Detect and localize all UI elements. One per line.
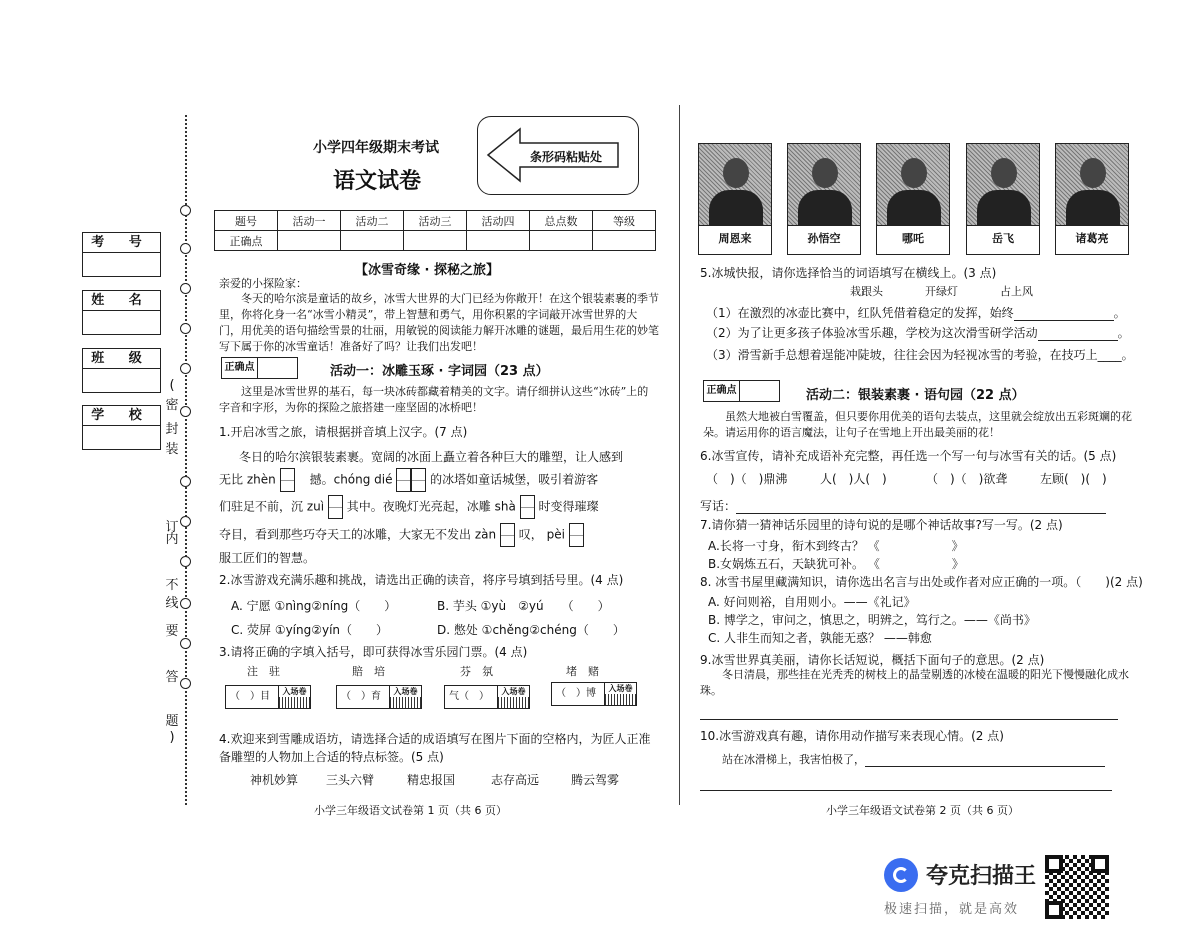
binding-char: 要 <box>165 624 179 639</box>
q9-title: 9.冰雪世界真美丽，请你长话短说，概括下面句子的意思。(2 点) <box>700 653 1045 667</box>
q1-line: 无比 zhèn 撼。chóng dié 的冰塔如童话城堡，吸引着游客 <box>219 468 664 492</box>
q1-title: 1.开启冰雪之旅，请根据拼音填上汉字。(7 点) <box>219 425 468 439</box>
page-divider <box>679 105 680 805</box>
score-cell[interactable] <box>278 231 341 251</box>
q7-title: 7.请你猜一猜神话乐园里的诗句说的是哪个神话故事?写一写。(2 点) <box>700 518 1063 532</box>
binding-hole <box>180 243 191 254</box>
barcode-area <box>477 116 639 195</box>
portrait-image <box>967 144 1039 226</box>
q1-line: 们驻足不前，沉 zuì 其中。夜晚灯光亮起，冰雕 shà 时变得璀璨 <box>219 495 598 519</box>
q6-write: 写话： <box>700 497 1106 514</box>
binding-char: 题 <box>165 714 179 729</box>
q8-option: B. 博学之，审问之，慎思之，明辨之，笃行之。——《尚书》 <box>708 613 1036 627</box>
binding-char: 线 <box>165 596 179 611</box>
score-cell[interactable] <box>530 231 593 251</box>
binding-char: 答 <box>165 670 179 685</box>
q2-option[interactable]: C. 荧屏 ①yíng②yín（ ） <box>231 623 389 637</box>
answer-line[interactable] <box>865 766 1105 767</box>
score-header: 题号 <box>215 211 278 231</box>
portrait-card: 诸葛亮 <box>1055 143 1129 255</box>
theme-title: 【冰雪奇缘 · 探秘之旅】 <box>355 263 499 278</box>
binding-hole <box>180 323 191 334</box>
score-cell[interactable] <box>341 231 404 251</box>
q7-a: A.长将一寸身，衔木到终古？ 《 》 <box>708 539 964 553</box>
grade-title: 小学四年级期末考试 <box>313 140 439 156</box>
portrait-image <box>877 144 949 226</box>
q5-option: 占上风 <box>1000 285 1033 298</box>
page-footer: 小学三年级语文试卷第 1 页（共 6 页） <box>314 804 507 817</box>
q3-word: 注 驻 <box>247 665 280 678</box>
idiom: 三头六臂 <box>326 773 375 787</box>
q9-text: 冬日清晨，那些挂在光秃秃的树枝上的晶莹剔透的冰棱在温暖的阳光下慢慢融化成水珠。 <box>700 668 1129 697</box>
page-footer: 小学三年级语文试卷第 2 页（共 6 页） <box>826 804 1019 817</box>
q5-title: 5.冰城快报，请你选择恰当的词语填写在横线上。(3 点) <box>700 266 997 280</box>
scanner-brand: 夸克扫描王 <box>926 864 1037 889</box>
idiom: 神机妙算 <box>250 773 299 787</box>
binding-char: 不 <box>165 578 179 593</box>
qr-code <box>1045 855 1109 919</box>
portrait-card: 岳飞 <box>966 143 1040 255</box>
ticket[interactable]: （ ）育 入场卷 <box>336 685 422 709</box>
q1-line: 服工匠们的智慧。 <box>219 551 316 565</box>
q6-item[interactable]: （ )（ )欲聋 <box>926 472 1008 486</box>
portrait-card: 孙悟空 <box>787 143 861 255</box>
q3-word: 賠 培 <box>352 665 385 678</box>
answer-line[interactable] <box>736 513 1106 514</box>
act2-title: 活动二：银装素裹 · 语句园（22 点） <box>806 388 1025 403</box>
scanner-logo <box>884 858 918 892</box>
act1-title: 活动一：冰雕玉琢 · 字词园（23 点） <box>330 364 549 379</box>
portrait-card: 哪吒 <box>876 143 950 255</box>
school-field[interactable]: 学 校 <box>82 405 161 450</box>
q2-title: 2.冰雪游戏充满乐趣和挑战，请选出正确的读音，将序号填到括号里。(4 点) <box>219 573 624 587</box>
answer-box[interactable] <box>280 468 295 492</box>
score-cell[interactable] <box>467 231 530 251</box>
q5-sentence: （1）在激烈的冰壶比赛中，红队凭借着稳定的发挥，始终 。 <box>706 306 1126 320</box>
answer-line[interactable] <box>1038 340 1118 341</box>
binding-hole <box>180 556 191 567</box>
answer-line[interactable] <box>700 790 1112 791</box>
score-header: 等级 <box>593 211 656 231</box>
scanner-slogan: 极速扫描，就是高效 <box>884 902 1020 917</box>
portrait-card: 周恩来 <box>698 143 772 255</box>
q8-option: C. 人非生而知之者，孰能无惑？ ——韩愈 <box>708 631 932 645</box>
q3-title: 3.请将正确的字填入括号，即可获得冰雪乐园门票。(4 点) <box>219 645 528 659</box>
answer-box[interactable] <box>569 523 584 547</box>
binding-char: 装 <box>165 442 179 457</box>
binding-hole <box>180 476 191 487</box>
score-header: 活动四 <box>467 211 530 231</box>
score-header: 活动一 <box>278 211 341 231</box>
binding-line <box>185 115 187 805</box>
name-field[interactable]: 姓 名 <box>82 290 161 335</box>
answer-box[interactable] <box>520 495 535 519</box>
score-header: 活动二 <box>341 211 404 231</box>
score-cell[interactable] <box>404 231 467 251</box>
ticket[interactable]: 气（ ） 入场卷 <box>444 685 530 709</box>
q7-b: B.女娲炼五石，天缺犹可补。 《 》 <box>708 557 964 571</box>
q5-option: 栽跟头 <box>850 285 883 298</box>
binding-char: 内 <box>165 532 179 547</box>
barcode-label: 条形码粘贴处 <box>530 150 603 164</box>
act2-intro: 虽然大地被白雪覆盖，但只要你用优美的语句去装点，这里就会绽放出五彩斑斓的花朵。请运用你的语言魔法，让句子在雪地上开出最美丽的花！ <box>703 410 1132 439</box>
score-cell[interactable] <box>593 231 656 251</box>
q2-option[interactable]: B. 芋头 ①yù ②yú （ ） <box>437 599 610 613</box>
ticket[interactable]: （ ）目 入场卷 <box>225 685 311 709</box>
act1-score-box[interactable]: 正确点 <box>221 357 298 379</box>
q8-title: 8. 冰雪书屋里藏满知识，请你选出名言与出处或作者对应正确的一项。（ )(2 点) <box>700 575 1143 589</box>
act2-score-box[interactable]: 正确点 <box>703 380 780 402</box>
act1-intro: 这里是冰雪世界的基石，每一块冰砖都藏着精美的文字。请仔细拼认这些“冰砖”上的字音和字形，为你的探险之旅搭建一座坚固的冰桥吧！ <box>219 385 649 414</box>
binding-hole <box>180 598 191 609</box>
binding-char: ( <box>169 378 175 393</box>
binding-hole <box>180 678 191 689</box>
binding-hole <box>180 283 191 294</box>
answer-box[interactable] <box>328 495 343 519</box>
answer-box[interactable] <box>411 468 426 492</box>
score-header: 总点数 <box>530 211 593 231</box>
portrait-image <box>699 144 771 226</box>
idiom: 腾云驾雾 <box>571 773 620 787</box>
q6-item[interactable]: （ )（ )鼎沸 <box>706 472 788 486</box>
q3-word: 堵 赌 <box>566 665 599 678</box>
binding-char: 密 <box>165 398 179 413</box>
exam-title: 语文试卷 <box>333 169 422 194</box>
answer-line[interactable] <box>1014 320 1114 321</box>
q6-title: 6.冰雪宣传，请补充成语补充完整，再任选一个写一句与冰雪有关的话。(5 点) <box>700 449 1117 463</box>
binding-char: ) <box>169 730 175 745</box>
binding-hole <box>180 516 191 527</box>
answer-line[interactable] <box>700 719 1118 720</box>
answer-box[interactable] <box>500 523 515 547</box>
portrait-image <box>1056 144 1128 226</box>
portrait-image <box>788 144 860 226</box>
idiom: 精忠报国 <box>407 773 456 787</box>
intro-greeting: 亲爱的小探险家： <box>219 277 307 290</box>
q6-item[interactable]: 人( )人( ) <box>820 472 887 486</box>
score-table <box>214 210 656 251</box>
q2-option[interactable]: A. 宁愿 ①nìng②níng（ ） <box>231 599 397 613</box>
binding-hole <box>180 406 191 417</box>
q3-word: 芬 氛 <box>460 665 493 678</box>
q5-option: 开绿灯 <box>925 285 958 298</box>
q1-line: 冬日的哈尔滨银装素裹。宽阔的冰面上矗立着各种巨大的雕塑，让人感到 <box>239 450 624 464</box>
intro-body: 冬天的哈尔滨是童话的故乡，冰雪大世界的大门已经为你敞开！在这个银装素裹的季节里，你将化身一名“冰雪小精灵”，带上智慧和勇气，用你积累的字词敲开冰雪世界的大门，用优美的语句描绘雪景的壮丽，用敏锐的阅读能力解开冰雕的谜题，最后用生花的妙笔写下属于你的冰雪童话！准备好了吗？让我们出发吧！ <box>219 292 659 353</box>
score-row-label: 正确点 <box>215 231 278 251</box>
ticket[interactable]: （ ）博 入场卷 <box>551 682 637 706</box>
q10-title: 10.冰雪游戏真有趣，请你用动作描写来表现心情。(2 点) <box>700 729 1004 743</box>
score-header: 活动三 <box>404 211 467 231</box>
q10-line: 站在冰滑梯上，我害怕极了， <box>722 751 1105 767</box>
idiom: 志存高远 <box>491 773 540 787</box>
q5-sentence: （3）滑雪新手总想着逞能冲陡坡，往往会因为轻视冰雪的考验，在技巧上____。 <box>706 348 1134 362</box>
q1-line: 夺目，看到那些巧夺天工的冰雕，大家无不发出 zàn 叹， pèi <box>219 523 584 547</box>
q5-sentence: （2）为了让更多孩子体验冰雪乐趣，学校为这次滑雪研学活动 。 <box>706 326 1130 340</box>
answer-box[interactable] <box>396 468 411 492</box>
q2-option[interactable]: D. 憋处 ①chěng②chéng（ ） <box>437 623 625 637</box>
binding-hole <box>180 363 191 374</box>
q4-title: 4.欢迎来到雪雕成语坊，请选择合适的成语填写在图片下面的空格内，为匠人正准备雕塑的人物加上合适的特点标签。(5 点) <box>219 732 651 764</box>
binding-hole <box>180 638 191 649</box>
class-field[interactable]: 班 级 <box>82 348 161 393</box>
q8-option: A. 好问则裕，自用则小。——《礼记》 <box>708 595 916 609</box>
binding-char: 订 <box>165 520 179 535</box>
exam-number-field[interactable]: 考 号 <box>82 232 161 277</box>
binding-char: 封 <box>165 422 179 437</box>
q6-item[interactable]: 左顾( )( ) <box>1040 472 1107 486</box>
binding-hole <box>180 205 191 216</box>
